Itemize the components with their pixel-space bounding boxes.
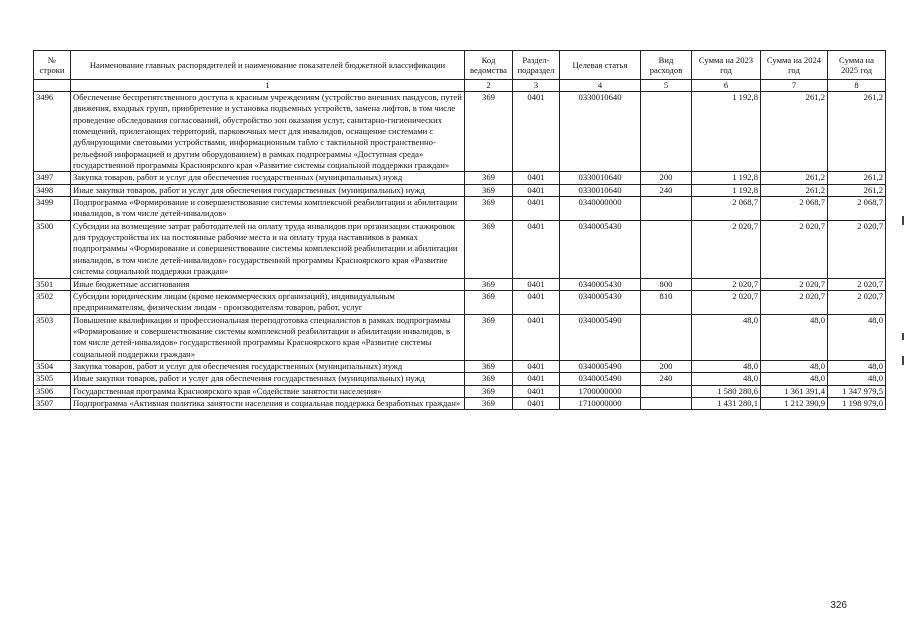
expense-type-cell	[641, 314, 692, 360]
scan-mark	[902, 216, 904, 225]
sum-2024-cell: 261,2	[761, 184, 828, 196]
column-number: 2	[465, 80, 513, 92]
sum-2025-cell: 261,2	[828, 92, 886, 172]
row-number-cell: 3505	[34, 373, 71, 385]
section-cell: 0401	[513, 314, 560, 360]
sum-2025-cell: 48,0	[828, 373, 886, 385]
sum-2024-cell: 2 020,7	[761, 220, 828, 278]
expense-type-cell: 800	[641, 278, 692, 290]
sum-2024-cell: 48,0	[761, 360, 828, 372]
sum-2025-cell: 2 020,7	[828, 290, 886, 314]
section-cell: 0401	[513, 397, 560, 409]
table-row	[34, 184, 886, 196]
column-number: 1	[71, 80, 465, 92]
dept-code-cell: 369	[465, 278, 513, 290]
header-sum-2023: Сумма на 2023 год	[692, 51, 761, 80]
sum-2024-cell: 2 020,7	[761, 278, 828, 290]
sum-2025-cell: 2 020,7	[828, 220, 886, 278]
target-item-cell: 0330010640	[560, 172, 641, 184]
sum-2024-cell: 48,0	[761, 314, 828, 360]
table-row	[34, 385, 886, 397]
sum-2023-cell: 48,0	[692, 360, 761, 372]
dept-code-cell: 369	[465, 373, 513, 385]
header-dept-code: Код ведомства	[465, 51, 513, 80]
header-section: Раздел-подраздел	[513, 51, 560, 80]
row-number-cell: 3502	[34, 290, 71, 314]
row-name-cell: Закупка товаров, работ и услуг для обеспечения государственных (муниципальных) нужд	[71, 360, 465, 372]
target-item-cell: 0340005490	[560, 360, 641, 372]
sum-2023-cell: 1 580 280,6	[692, 385, 761, 397]
sum-2023-cell: 2 020,7	[692, 278, 761, 290]
table-row	[34, 278, 886, 290]
table-body	[34, 92, 886, 410]
row-number-cell: 3498	[34, 184, 71, 196]
expense-type-cell: 240	[641, 184, 692, 196]
header-row	[34, 51, 886, 80]
row-name-cell: Субсидии на возмещение затрат работодателей на оплату труда инвалидов при организации стажировок для трудоустройства их на постоянные рабочие места и на оплату труда наставников в рамках подпрограммы «Формирование и совершенствование системы комплексной реабилитации и абилитации инвалидов, в том числе детей-инвалидов» государственной программы Красноярского края «Развитие системы социальной поддержки граждан»	[71, 220, 465, 278]
section-cell: 0401	[513, 385, 560, 397]
dept-code-cell: 369	[465, 220, 513, 278]
sum-2025-cell: 261,2	[828, 184, 886, 196]
table-row	[34, 92, 886, 172]
section-cell: 0401	[513, 92, 560, 172]
sum-2023-cell: 2 068,7	[692, 197, 761, 221]
row-name-cell: Иные бюджетные ассигнования	[71, 278, 465, 290]
sum-2024-cell: 2 068,7	[761, 197, 828, 221]
dept-code-cell: 369	[465, 197, 513, 221]
sum-2023-cell: 2 020,7	[692, 290, 761, 314]
sum-2024-cell: 2 020,7	[761, 290, 828, 314]
sum-2023-cell: 1 192,8	[692, 172, 761, 184]
column-number	[34, 80, 71, 92]
sum-2023-cell: 1 192,8	[692, 92, 761, 172]
target-item-cell: 0340000000	[560, 197, 641, 221]
row-number-cell: 3504	[34, 360, 71, 372]
sum-2025-cell: 48,0	[828, 360, 886, 372]
table-row	[34, 172, 886, 184]
dept-code-cell: 369	[465, 290, 513, 314]
row-number-cell: 3497	[34, 172, 71, 184]
row-number-cell: 3501	[34, 278, 71, 290]
expense-type-cell: 200	[641, 172, 692, 184]
row-name-cell: Подпрограмма «Формирование и совершенствование системы комплексной реабилитации и абилитации инвалидов, в том числе детей-инвалидов»	[71, 197, 465, 221]
column-number: 7	[761, 80, 828, 92]
section-cell: 0401	[513, 278, 560, 290]
row-number-cell: 3503	[34, 314, 71, 360]
table-row	[34, 360, 886, 372]
row-name-cell: Повышение квалификации и профессиональная переподготовка специалистов в рамках подпрограммы «Формирование и совершенствование системы комплексной реабилитации и абилитации инвалидов, в том числе детей-инвалидов» государственной программы Красноярского края «Развитие системы социальной поддержки граждан»	[71, 314, 465, 360]
target-item-cell: 0340005430	[560, 220, 641, 278]
expense-type-cell	[641, 92, 692, 172]
target-item-cell: 0340005430	[560, 290, 641, 314]
row-name-cell: Подпрограмма «Активная политика занятости населения и социальная поддержка безработных граждан»	[71, 397, 465, 409]
section-cell: 0401	[513, 360, 560, 372]
row-name-cell: Государственная программа Красноярского края «Содействие занятости населения»	[71, 385, 465, 397]
sum-2023-cell: 48,0	[692, 314, 761, 360]
sum-2024-cell: 261,2	[761, 92, 828, 172]
header-name: Наименование главных распорядителей и наименование показателей бюджетной классификации	[71, 51, 465, 80]
row-number-cell: 3506	[34, 385, 71, 397]
sum-2024-cell: 1 361 391,4	[761, 385, 828, 397]
row-name-cell: Иные закупки товаров, работ и услуг для обеспечения государственных (муниципальных) нужд	[71, 373, 465, 385]
header-target-item: Целевая статья	[560, 51, 641, 80]
section-cell: 0401	[513, 184, 560, 196]
sum-2023-cell: 48,0	[692, 373, 761, 385]
header-expense-type: Вид расходов	[641, 51, 692, 80]
target-item-cell: 0330010640	[560, 92, 641, 172]
header-sum-2024: Сумма на 2024 год	[761, 51, 828, 80]
column-number-row	[34, 80, 886, 92]
column-number: 5	[641, 80, 692, 92]
sum-2025-cell: 1 198 979,0	[828, 397, 886, 409]
expense-type-cell: 200	[641, 360, 692, 372]
sum-2025-cell: 48,0	[828, 314, 886, 360]
sum-2024-cell: 48,0	[761, 373, 828, 385]
expense-type-cell	[641, 385, 692, 397]
section-cell: 0401	[513, 290, 560, 314]
sum-2025-cell: 2 020,7	[828, 278, 886, 290]
dept-code-cell: 369	[465, 172, 513, 184]
row-name-cell: Закупка товаров, работ и услуг для обеспечения государственных (муниципальных) нужд	[71, 172, 465, 184]
column-number: 4	[560, 80, 641, 92]
dept-code-cell: 369	[465, 184, 513, 196]
section-cell: 0401	[513, 373, 560, 385]
section-cell: 0401	[513, 172, 560, 184]
table-row	[34, 290, 886, 314]
row-number-cell: 3500	[34, 220, 71, 278]
expense-type-cell	[641, 397, 692, 409]
target-item-cell: 1710000000	[560, 397, 641, 409]
section-cell: 0401	[513, 220, 560, 278]
table-row	[34, 373, 886, 385]
header-sum-2025: Сумма на 2025 год	[828, 51, 886, 80]
dept-code-cell: 369	[465, 385, 513, 397]
sum-2024-cell: 1 212 390,9	[761, 397, 828, 409]
sum-2025-cell: 2 068,7	[828, 197, 886, 221]
scan-mark	[902, 333, 904, 340]
table-row	[34, 397, 886, 409]
sum-2023-cell: 1 192,8	[692, 184, 761, 196]
column-number: 8	[828, 80, 886, 92]
expense-type-cell: 810	[641, 290, 692, 314]
table-header	[34, 51, 886, 92]
dept-code-cell: 369	[465, 314, 513, 360]
row-name-cell: Обеспечение беспрепятственного доступа к красным учреждениям (устройство внешних пандусов, путей движения, входных групп, приобретение и установка подъемных устройств, замена лифтов, в том числе проведение обследования согласований, обустройство зон оказания услуг, санитарно-гигиенических помещений, прилегающих территорий, парковочных мест для инвалидов, оснащение системами с дублирующими световыми устройствами, информационным табло с тактильной пространственно-рельефной информацией и другим оборудованием) в рамках подпрограммы «Доступная среда» государственной программы Красноярского края «Развитие системы социальной поддержки граждан»	[71, 92, 465, 172]
sum-2023-cell: 1 431 280,1	[692, 397, 761, 409]
table-row	[34, 197, 886, 221]
dept-code-cell: 369	[465, 360, 513, 372]
dept-code-cell: 369	[465, 397, 513, 409]
header-row-number: № строки	[34, 51, 71, 80]
target-item-cell: 0330010640	[560, 184, 641, 196]
target-item-cell: 0340005490	[560, 314, 641, 360]
expense-type-cell: 240	[641, 373, 692, 385]
sum-2023-cell: 2 020,7	[692, 220, 761, 278]
sum-2024-cell: 261,2	[761, 172, 828, 184]
target-item-cell: 1700000000	[560, 385, 641, 397]
table-row	[34, 220, 886, 278]
budget-table	[33, 50, 886, 410]
row-name-cell: Иные закупки товаров, работ и услуг для обеспечения государственных (муниципальных) нужд	[71, 184, 465, 196]
row-number-cell: 3499	[34, 197, 71, 221]
dept-code-cell: 369	[465, 92, 513, 172]
sum-2025-cell: 1 347 979,5	[828, 385, 886, 397]
expense-type-cell	[641, 197, 692, 221]
row-number-cell: 3496	[34, 92, 71, 172]
expense-type-cell	[641, 220, 692, 278]
target-item-cell: 0340005430	[560, 278, 641, 290]
column-number: 3	[513, 80, 560, 92]
target-item-cell: 0340005490	[560, 373, 641, 385]
row-number-cell: 3507	[34, 397, 71, 409]
column-number: 6	[692, 80, 761, 92]
scan-mark	[902, 356, 904, 365]
section-cell: 0401	[513, 197, 560, 221]
table-row	[34, 314, 886, 360]
sum-2025-cell: 261,2	[828, 172, 886, 184]
page-number: 326	[830, 600, 847, 611]
row-name-cell: Субсидии юридическим лицам (кроме некоммерческих организаций), индивидуальным предпринимателям, физическим лицам - производителям товаров, работ, услуг	[71, 290, 465, 314]
